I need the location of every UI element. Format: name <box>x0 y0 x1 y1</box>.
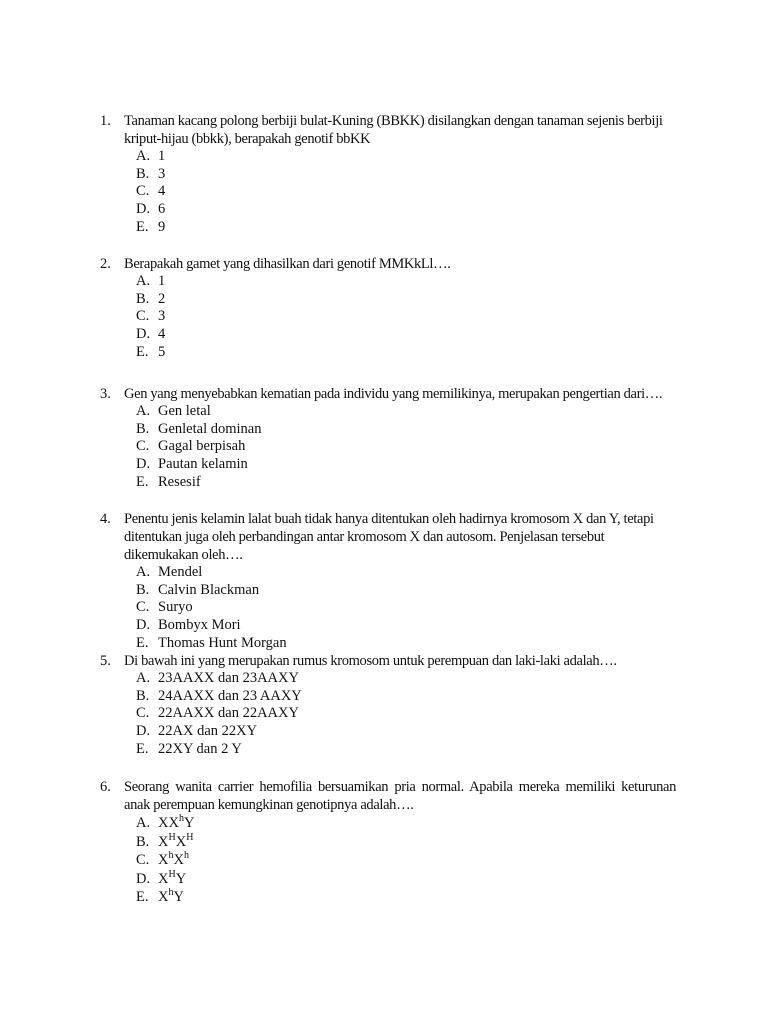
genotype-superscript: h <box>178 813 184 824</box>
genotype-text <box>158 888 676 907</box>
option-text: 3 <box>158 165 166 182</box>
option-text: 23AAXX dan 23AAXY <box>158 670 299 686</box>
option-a <box>136 273 676 291</box>
option-letter: E. <box>136 634 149 651</box>
option-d <box>136 326 676 344</box>
option-letter: B. <box>136 420 150 437</box>
option-letter: B. <box>136 165 150 182</box>
question-text: Gen yang menyebabkan kematian pada individu yang memilikinya, merupakan pengertian dari…. <box>124 386 663 402</box>
genotype-text <box>158 833 676 852</box>
option-a <box>136 564 676 582</box>
option-list <box>136 564 676 652</box>
question-number: 4. <box>100 511 111 527</box>
question-text: Di bawah ini yang merupakan rumus kromosom untuk perempuan dan laki-laki adalah…. <box>124 653 617 669</box>
genotype-base: Y <box>183 815 195 831</box>
option-c <box>136 183 676 201</box>
option-text: 9 <box>158 218 166 235</box>
option-c <box>136 705 676 723</box>
option-list <box>136 148 676 236</box>
option-letter: D. <box>136 723 151 740</box>
option-letter: A. <box>136 815 151 831</box>
question-text: Berapakah gamet yang dihasilkan dari genotif MMKkLl…. <box>124 256 451 272</box>
option-letter: D. <box>136 326 151 343</box>
question-number: 2. <box>100 256 111 272</box>
question-4 <box>100 510 676 652</box>
option-text: 22AX dan 22XY <box>158 723 258 740</box>
option-text: 3 <box>158 308 166 325</box>
question-2 <box>100 255 676 361</box>
question-1 <box>100 112 676 236</box>
option-c <box>136 438 676 456</box>
option-letter: D. <box>136 201 151 218</box>
option-a <box>136 670 676 688</box>
option-letter: B. <box>136 581 150 598</box>
option-text: Gen letal <box>158 403 211 419</box>
option-letter: A. <box>136 148 151 164</box>
option-e <box>136 741 676 759</box>
option-list <box>136 670 676 758</box>
genotype-base: X <box>158 852 169 868</box>
option-a <box>136 403 676 421</box>
option-letter: E. <box>136 343 149 360</box>
option-text: 22AAXX dan 22AAXY <box>158 705 299 722</box>
genotype-text <box>158 870 676 889</box>
option-letter: A. <box>136 273 151 289</box>
option-e <box>136 219 676 237</box>
option-e <box>136 344 676 362</box>
question-3 <box>100 385 676 491</box>
question-text: Seorang wanita carrier hemofilia bersuamikan pria normal. Apabila mereka memiliki keturunan anak perempuan kemungkinan genotipnya adalah…. <box>124 779 676 813</box>
option-e <box>136 635 676 653</box>
option-text: 2 <box>158 290 166 307</box>
option-list <box>136 403 676 491</box>
option-text: Thomas Hunt Morgan <box>158 634 287 651</box>
genotype-base: Y <box>173 889 184 905</box>
option-b <box>136 833 676 852</box>
option-letter: C. <box>136 852 150 868</box>
question-6 <box>100 778 676 907</box>
option-c <box>136 308 676 326</box>
question-number: 1. <box>100 113 111 129</box>
option-letter: D. <box>136 870 151 887</box>
genotype-base: Y <box>175 870 187 887</box>
genotype-text <box>158 814 676 833</box>
option-letter: E. <box>136 473 149 490</box>
option-letter: A. <box>136 403 151 419</box>
option-text: Pautan kelamin <box>158 456 248 473</box>
option-c <box>136 851 676 870</box>
option-text: 4 <box>158 183 166 200</box>
genotype-superscript: h <box>168 887 174 898</box>
option-letter: D. <box>136 456 151 473</box>
genotype-text <box>158 851 676 870</box>
option-letter: B. <box>136 833 150 850</box>
option-e <box>136 474 676 492</box>
genotype-base: X <box>158 889 169 905</box>
option-d <box>136 617 676 635</box>
genotype-superscript: H <box>168 868 176 880</box>
genotype-base: XX <box>158 815 179 831</box>
genotype-base: X <box>173 852 184 868</box>
option-a <box>136 148 676 166</box>
option-d <box>136 870 676 889</box>
option-text: 4 <box>158 326 166 343</box>
option-text: Gagal berpisah <box>158 438 246 455</box>
option-letter: C. <box>136 599 150 616</box>
option-b <box>136 582 676 600</box>
option-text: 24AAXX dan 23 AAXY <box>158 687 302 704</box>
option-letter: E. <box>136 889 149 905</box>
option-letter: E. <box>136 218 149 235</box>
option-b <box>136 688 676 706</box>
option-text: Mendel <box>158 564 203 580</box>
option-d <box>136 456 676 474</box>
option-letter: A. <box>136 670 151 686</box>
option-d <box>136 723 676 741</box>
option-letter: B. <box>136 290 150 307</box>
genotype-superscript: h <box>183 850 189 861</box>
option-a <box>136 814 676 833</box>
genotype-base: X <box>158 870 169 887</box>
option-b <box>136 421 676 439</box>
option-letter: E. <box>136 740 149 757</box>
option-letter: C. <box>136 308 150 325</box>
option-letter: C. <box>136 183 150 200</box>
option-b <box>136 291 676 309</box>
genotype-superscript: H <box>168 831 176 843</box>
genotype-superscript: H <box>186 831 194 843</box>
option-text: 5 <box>158 343 166 360</box>
question-text: Tanaman kacang polong berbiji bulat-Kuning (BBKK) disilangkan dengan tanaman sejenis berbiji kriput-hijau (bbkk), berapakah genotif bbKK <box>124 113 663 147</box>
option-letter: C. <box>136 438 150 455</box>
option-text: Resesif <box>158 473 201 490</box>
option-text: 1 <box>158 148 166 164</box>
option-e <box>136 888 676 907</box>
genotype-base: X <box>175 833 187 850</box>
option-b <box>136 166 676 184</box>
option-text: 22XY dan 2 Y <box>158 740 242 757</box>
option-text: 6 <box>158 201 166 218</box>
option-text: Suryo <box>158 599 193 616</box>
option-letter: D. <box>136 617 151 634</box>
option-list <box>136 273 676 361</box>
option-text: 1 <box>158 273 166 289</box>
question-text: Penentu jenis kelamin lalat buah tidak hanya ditentukan oleh hadirnya kromosom X dan Y, tetapi ditentukan juga oleh perbandingan antar kromosom X dan autosom. Penjelasan tersebut dikemukakan oleh…. <box>124 511 654 563</box>
question-number: 5. <box>100 653 111 669</box>
question-number: 3. <box>100 386 111 402</box>
question-5 <box>100 652 676 758</box>
option-text: Bombyx Mori <box>158 617 241 634</box>
option-letter: B. <box>136 687 150 704</box>
option-d <box>136 201 676 219</box>
option-text: Calvin Blackman <box>158 581 260 598</box>
genotype-base: X <box>158 833 169 850</box>
option-letter: C. <box>136 705 150 722</box>
question-number: 6. <box>100 779 111 795</box>
genotype-superscript: h <box>168 850 174 861</box>
option-letter: A. <box>136 564 151 580</box>
option-list <box>136 814 676 907</box>
option-c <box>136 599 676 617</box>
option-text: Genletal dominan <box>158 420 262 437</box>
